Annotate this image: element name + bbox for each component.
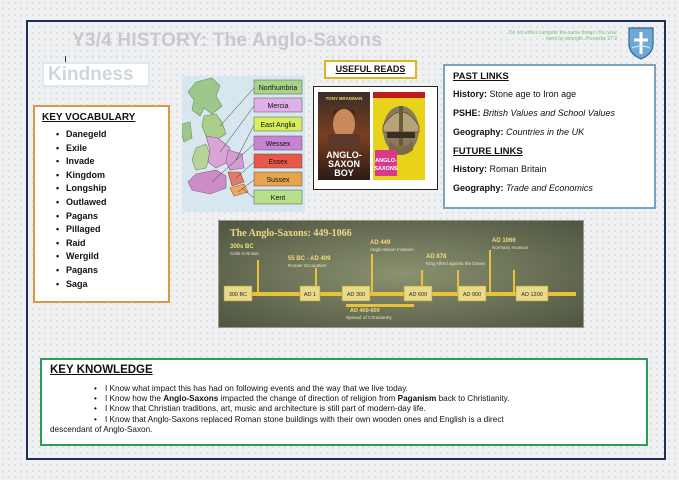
book-cover-anglo-saxon-boy[interactable] [318,92,370,180]
school-crest-icon [627,26,655,60]
map-label-east-anglia: East Anglia [260,122,296,129]
event-desc-1: Roman Occupation [288,263,327,268]
vocab-item: • Saga [56,278,161,292]
event-desc-3: King Alfred against the Danes [426,261,486,266]
vocab-item: • Pagans [56,210,161,224]
vocab-item: • Pagans [56,264,161,278]
key-knowledge-list [50,384,638,435]
map-label-wessex: Wessex [265,141,291,148]
timeline-title: The Anglo-Saxons: 449-1066 [230,228,352,239]
spread-desc: Spread of Christianity [346,316,392,321]
vocab-item: • Kingdom [56,169,161,183]
book2-title-line2: SAXONS [374,166,398,172]
map-label-kent: Kent [270,195,286,202]
event-date-3: AD 878 [426,254,447,260]
anglo-saxon-kingdoms-map[interactable] [182,76,305,212]
key-knowledge-box [40,358,648,446]
future-link-geography: Geography: Trade and Economics [453,183,593,193]
past-link-history: History: Stone age to Iron age [453,89,577,99]
vocab-item: • Danegeld [56,128,161,142]
map-label-sussex: Sussex [266,177,290,184]
knowledge-item: • I Know that Christian traditions, art, music and architecture is still part of modern-day life. [94,404,638,414]
map-label-northumbria: Northumbria [258,85,298,92]
useful-reads-heading: USEFUL READS [324,60,417,79]
tick-label-4: AD 900 [462,292,482,298]
vocab-item: • Exile [56,142,161,156]
vocab-item: • Invade [56,155,161,169]
page-title: Y3/4 HISTORY: The Anglo-Saxons [72,30,383,51]
knowledge-item: • I Know that Anglo-Saxons replaced Roman stone buildings with their own wooden ones and English is a direct descendant of Anglo-Saxon. [94,415,638,435]
book1-title-line2: SAXON [327,159,361,169]
map-label-essex: Essex [268,159,288,166]
map-label-mercia: Mercia [267,103,289,110]
school-motto: Do not either compete the same things: You your merit by strength. Proverbs 27:3 [508,30,617,42]
book1-title-line1: ANGLO- [326,150,362,160]
future-link-history: History: Roman Britain [453,164,547,174]
event-desc-2: Anglo-Saxon Invasion [370,247,414,252]
tick-label-0: 300 BC [228,292,248,298]
event-date-2: AD 449 [370,240,391,246]
tick-label-5: AD 1200 [521,292,543,298]
tick-label-1: AD 1 [303,292,317,298]
vocab-item: • Longship [56,182,161,196]
tick-label-3: AD 600 [408,292,428,298]
vocabulary-list [42,128,161,291]
event-desc-0: Celts in Britain [230,251,260,256]
anglo-saxon-timeline[interactable] [218,220,584,328]
event-date-4: AD 1066 [492,238,516,244]
vocab-item: • Outlawed [56,196,161,210]
tick-label-2: AD 300 [346,292,366,298]
book1-title-line3: BOY [334,168,354,178]
vocab-item: • Raid [56,237,161,251]
event-desc-4: Normans Invasion [492,245,529,250]
links-box [443,64,656,209]
book-cover-anglo-saxons[interactable] [373,92,425,180]
book1-author: TONY BRADMAN [325,96,363,101]
past-link-geography: Geography: Countries in the UK [453,127,585,137]
spread-date: AD 400-600 [350,308,380,314]
past-links-heading: PAST LINKS [453,71,509,82]
event-date-0: 300s BC [230,244,254,250]
event-date-1: 55 BC - AD 409 [288,256,331,262]
past-link-pshe: PSHE: British Values and School Values [453,108,615,118]
key-vocabulary-box [33,105,170,303]
vocabulary-heading: KEY VOCABULARY [42,112,136,123]
key-knowledge-heading: KEY KNOWLEDGE [50,364,153,376]
knowledge-item: • I Know how the Anglo-Saxons impacted the change of direction of religion from Paganism back to Christianity. [94,394,638,404]
vocab-item: • Wergild [56,250,161,264]
book2-title-line1: ANGLO- [375,158,397,164]
school-value-textbox[interactable]: Kindness [42,62,150,87]
knowledge-item: • I Know what impact this has had on following events and the way that we live today. [94,384,638,394]
future-links-heading: FUTURE LINKS [453,146,523,157]
vocab-item: • Pillaged [56,223,161,237]
